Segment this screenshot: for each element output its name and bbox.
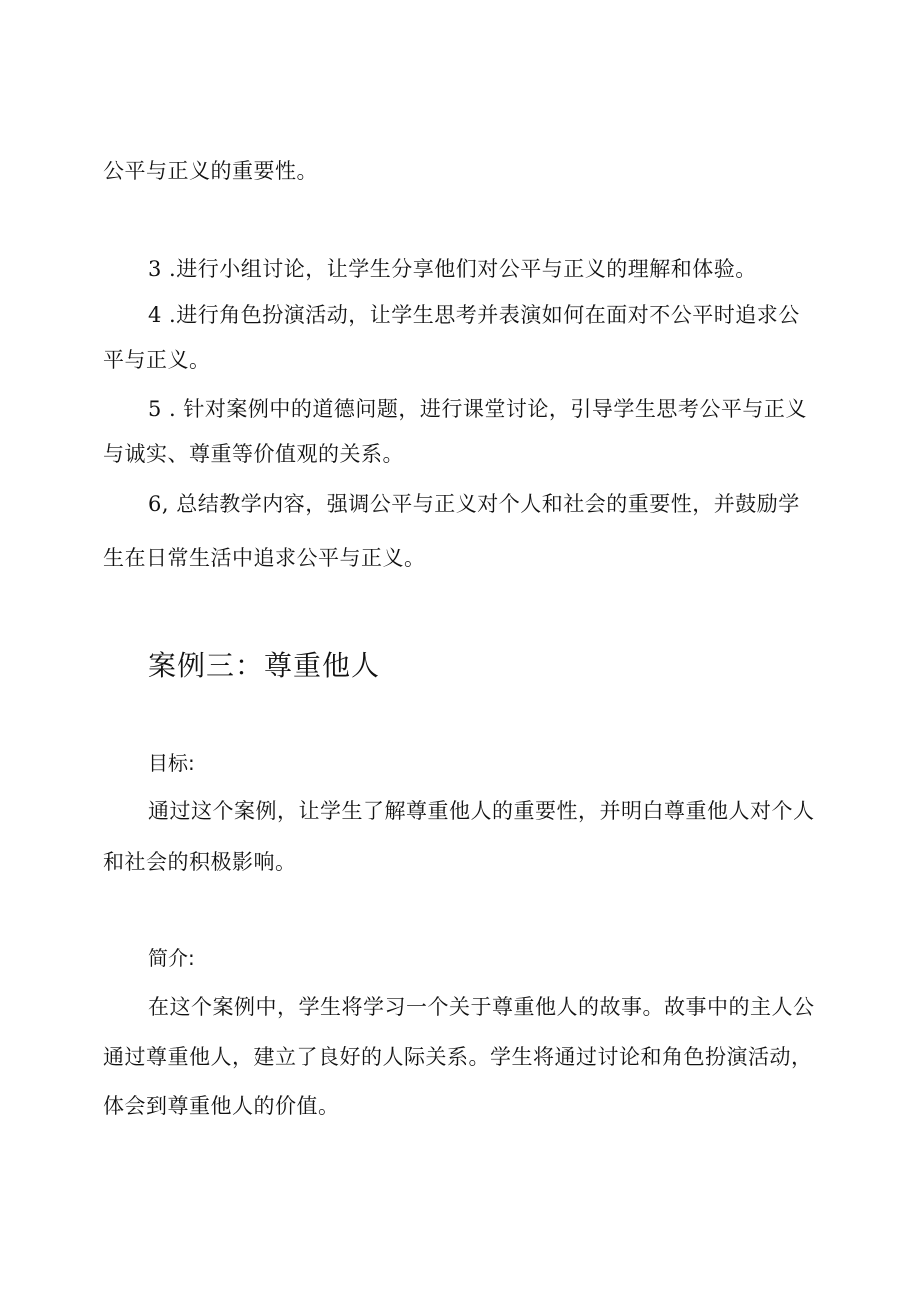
list-item-4-line-1: 4 .进行角色扮演活动，让学生思考并表演如何在面对不公平时追求公 — [148, 303, 800, 327]
intro-line-3: 体会到尊重他人的价值。 — [103, 1094, 340, 1118]
list-item-5-line-2: 与诚实、尊重等价值观的关系。 — [103, 442, 404, 466]
list-item-3: 3 .进行小组讨论，让学生分享他们对公平与正义的理解和体验。 — [148, 257, 757, 281]
list-item-5-line-1: 5 . 针对案例中的道德问题，进行课堂讨论，引导学生思考公平与正义 — [148, 397, 807, 421]
section-heading: 案例三：尊重他人 — [148, 649, 381, 682]
list-item-4-line-2: 平与正义。 — [103, 348, 211, 372]
intro-label: 简介: — [148, 946, 195, 970]
intro-line-1: 在这个案例中，学生将学习一个关于尊重他人的故事。故事中的主人公 — [148, 995, 815, 1019]
list-item-6-line-1: 6, 总结教学内容，强调公平与正义对个人和社会的重要性，并鼓励学 — [148, 492, 800, 516]
goal-line-1: 通过这个案例，让学生了解尊重他人的重要性，并明白尊重他人对个人 — [148, 799, 815, 823]
intro-line-2: 通过尊重他人，建立了良好的人际关系。学生将通过讨论和角色扮演活动， — [103, 1045, 813, 1069]
goal-label: 目标: — [148, 751, 195, 775]
goal-line-2: 和社会的积极影响。 — [103, 850, 297, 874]
list-item-6-line-2: 生在日常生活中追求公平与正义。 — [103, 546, 426, 570]
paragraph-continuation: 公平与正义的重要性。 — [103, 159, 318, 183]
